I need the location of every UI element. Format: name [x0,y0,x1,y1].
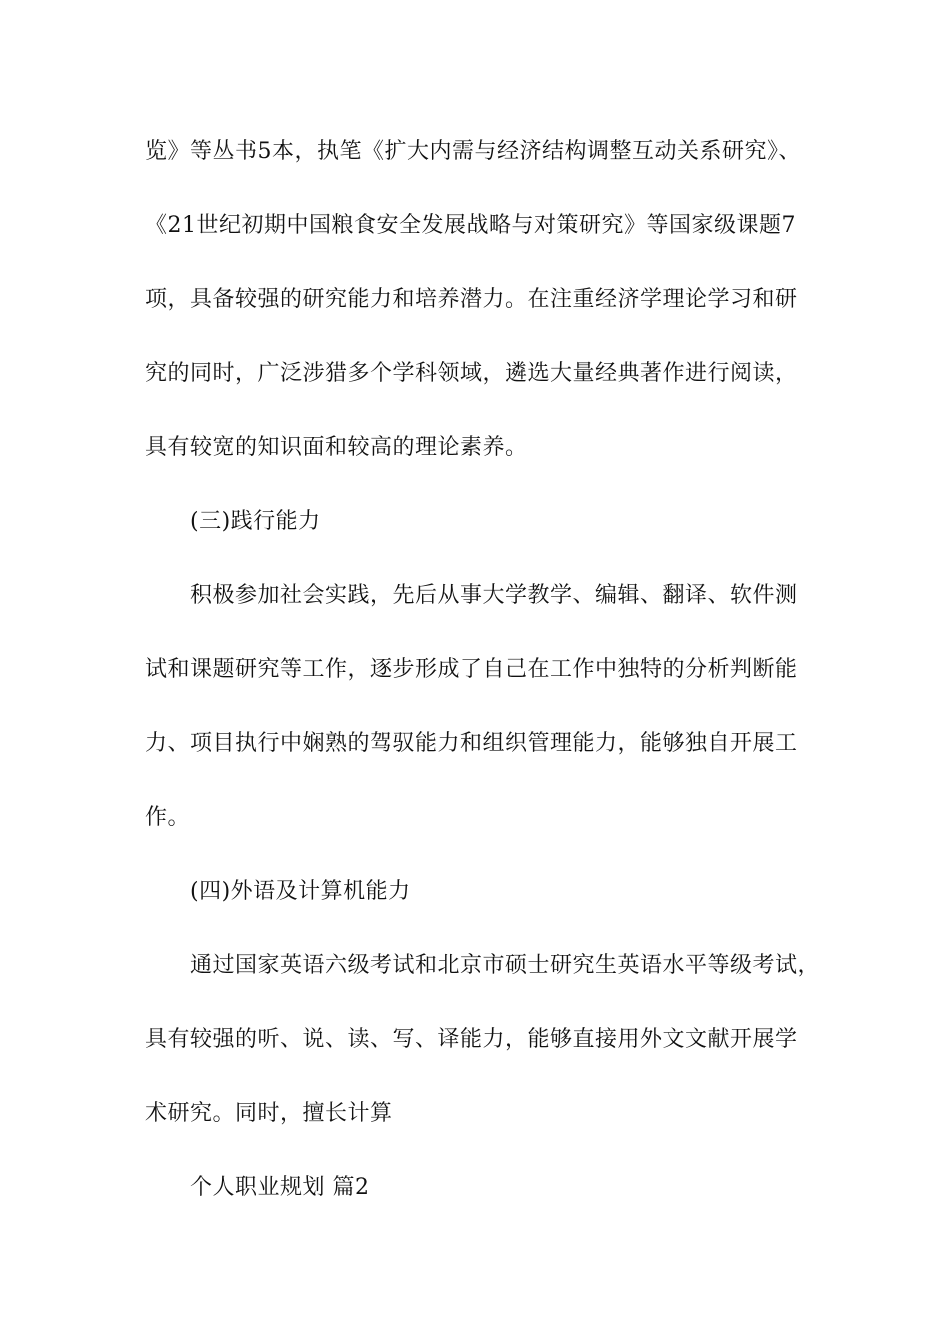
paragraph-line: 术研究。同时，擅长计算 [145,1101,393,1126]
paragraph-line: 《21世纪初期中国粮食安全发展战略与对策研究》等国家级课题7 [145,213,796,238]
paragraph-line: 究的同时，广泛涉猎多个学科领域，遴选大量经典著作进行阅读， [145,361,798,386]
section-heading: (四)外语及计算机能力 [190,879,411,904]
paragraph-line: 积极参加社会实践，先后从事大学教学、编辑、翻译、软件测 [190,583,798,608]
paragraph-line: 力、项目执行中娴熟的驾驭能力和组织管理能力，能够独自开展工 [145,731,798,756]
paragraph-line: 览》等丛书5本，执笔《扩大内需与经济结构调整互动关系研究》、 [145,139,801,164]
paragraph-line: 通过国家英语六级考试和北京市硕士研究生英语水平等级考试， [190,953,821,978]
paragraph-line: 具有较强的听、说、读、写、译能力，能够直接用外文文献开展学 [145,1027,798,1052]
paragraph-line: 项，具备较强的研究能力和培养潜力。在注重经济学理论学习和研 [145,287,798,312]
paragraph-line: 试和课题研究等工作，逐步形成了自己在工作中独特的分析判断能 [145,657,798,682]
document-heading: 个人职业规划 篇2 [190,1175,370,1200]
section-heading: (三)践行能力 [190,509,321,534]
paragraph-line: 作。 [145,805,191,830]
paragraph-line: 具有较宽的知识面和较高的理论素养。 [145,435,528,460]
